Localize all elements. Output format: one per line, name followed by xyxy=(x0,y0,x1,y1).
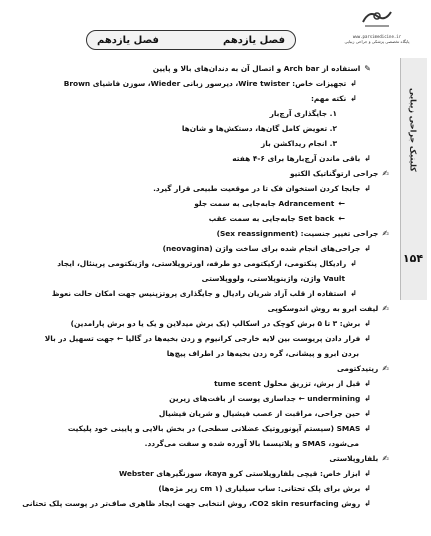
line-text: استفاده از قلب آزاد شریان رادیال و جایگذاری پروتزپنیس جهت امکان حالت نعوظ xyxy=(51,289,347,298)
text-line xyxy=(45,332,371,346)
arrow-icon: ↲ xyxy=(364,184,371,193)
chapter-title: فصل یازدهم xyxy=(223,34,285,46)
arrow-icon: ↲ xyxy=(350,259,357,268)
text-line xyxy=(337,362,389,376)
site-logo xyxy=(332,6,422,50)
text-line xyxy=(167,347,359,361)
text-line xyxy=(329,452,389,466)
line-text: می‌شود، SMAS و پلاتیسما بالا آورده شده و سفت می‌گردد. xyxy=(144,439,359,448)
text-line xyxy=(158,482,371,496)
logo-url: www.parsimedicine.ir xyxy=(352,34,402,39)
line-text: ریتیدکتومی xyxy=(336,364,379,373)
text-line xyxy=(145,437,359,451)
arrow-icon: ← xyxy=(338,214,345,223)
text-line xyxy=(57,257,357,271)
line-text: باقی ماندن آرچ‌بارها برای ۶-۴ هفته xyxy=(232,154,361,163)
chapter-header xyxy=(86,30,296,50)
line-text: Set back جابه‌جایی به سمت عقب xyxy=(208,214,335,223)
text-line xyxy=(268,302,389,316)
chapter-label: فصل یازدهم xyxy=(97,34,159,46)
line-text: Adrancement جابه‌جایی به سمت جلو xyxy=(194,199,335,208)
arrow-icon: ↲ xyxy=(364,319,371,328)
line-text: ۳. انجام ریداکشن باز xyxy=(261,139,337,148)
pen-icon: ✍ xyxy=(382,229,389,238)
line-text: undermining ← جداسازی پوست از بافت‌های زیرین xyxy=(169,394,361,403)
line-text: جراحی ارتوگناتیک الکتیو xyxy=(289,169,379,178)
pen-icon: ✍ xyxy=(382,364,389,373)
line-text: حین جراحی، مراقبت از عصب فیشیال و شریان فیشیال xyxy=(158,409,361,418)
text-line xyxy=(71,317,371,331)
arrow-icon: ↲ xyxy=(350,94,357,103)
text-line xyxy=(153,62,371,76)
text-line xyxy=(214,377,371,391)
arrow-icon: ↲ xyxy=(364,394,371,403)
arrow-icon: ↲ xyxy=(364,499,371,508)
text-line xyxy=(209,212,345,226)
page-number: ۱۵۴ xyxy=(402,252,424,265)
line-text: جراحی تغییر جنسیت: (Sex reassignment) xyxy=(216,229,379,238)
pen-icon: ✍ xyxy=(382,454,389,463)
text-line xyxy=(270,107,337,121)
text-line xyxy=(163,242,371,256)
text-line xyxy=(159,407,371,421)
line-text: Vault واژن، واژینوپلاستی، ولووپلاستی xyxy=(201,274,345,283)
arrow-icon: ↲ xyxy=(364,379,371,388)
line-text: تجهیزات خاص: Wire twister، دیرسور زبانی Wieder، سوزن فاشیای Brown xyxy=(63,79,347,88)
text-line xyxy=(217,227,389,241)
line-text: استفاده از Arch bar و اتصال آن به دندان‌های بالا و پایین xyxy=(152,64,361,73)
line-text: جابجا کردن استخوان فک تا در موقعیت طبیعی قرار گیرد. xyxy=(153,184,361,193)
text-line xyxy=(22,497,371,511)
line-text: ۲. تعویض کامل گان‌ها، دستکش‌ها و شان‌ها xyxy=(181,124,337,133)
line-text: بلفاروپلاستی xyxy=(329,454,379,463)
arrow-icon: ↲ xyxy=(350,79,357,88)
pen-icon: ✍ xyxy=(382,169,389,178)
bullet-icon: ✎ xyxy=(364,64,371,73)
text-line xyxy=(64,77,357,91)
side-label: کلینیک جراحی زیبایی xyxy=(408,88,418,172)
line-text: فرار دادن پریوست بین لایه خارجی کرانیوم و زدن بخیه‌ها در گالیا ← جهت تسهیل در بالا xyxy=(44,334,361,343)
line-text: رادیکال پنکتومی، ارکیکتومی دو طرفه، اورتروپلاستی، واژینکتومی پرینئال، ایجاد xyxy=(57,259,347,268)
text-line xyxy=(153,182,371,196)
line-text: برش برای پلک تحتانی: ساب سیلیاری (cm ۱ زیر مژه‌ها) xyxy=(158,484,361,493)
text-line xyxy=(261,137,337,151)
line-text: نکته مهم: xyxy=(310,94,347,103)
text-line xyxy=(169,392,371,406)
logo-icon xyxy=(359,6,395,30)
text-line xyxy=(119,467,371,481)
logo-caption: پایگاه تخصصی پزشکی و جراحی زیبایی xyxy=(344,39,410,44)
text-line xyxy=(52,287,357,301)
arrow-icon: ↲ xyxy=(364,424,371,433)
text-line xyxy=(182,122,337,136)
line-text: ابزار خاص: قیچی بلفاروپلاستی کرو kaya، سوزنگیرهای Webster xyxy=(118,469,361,478)
arrow-icon: ↲ xyxy=(364,334,371,343)
text-line xyxy=(194,197,345,211)
arrow-icon: ↲ xyxy=(350,289,357,298)
arrow-icon: ↲ xyxy=(364,469,371,478)
text-line xyxy=(232,152,371,166)
arrow-icon: ↲ xyxy=(364,154,371,163)
text-line xyxy=(290,167,389,181)
arrow-icon: ← xyxy=(338,199,345,208)
line-text: جراحی‌های انجام شده برای ساخت واژن (neovagina) xyxy=(162,244,361,253)
text-line xyxy=(68,422,371,436)
line-text: لیفت ابرو به روش اندوسکوپی xyxy=(267,304,379,313)
text-line xyxy=(311,92,357,106)
line-text: برش: ۳ تا ۵ برش کوچک در اسکالپ (یک برش میدلاین و یک یا دو برش پارامدین) xyxy=(70,319,361,328)
arrow-icon: ↲ xyxy=(364,244,371,253)
text-line xyxy=(202,272,345,286)
arrow-icon: ↲ xyxy=(364,484,371,493)
arrow-icon: ↲ xyxy=(364,409,371,418)
line-text: SMAS (سیستم آپونوروتیک عضلانی سطحی) در بخش بالایی و پایینی خود پلیکیت xyxy=(67,424,361,433)
line-text: قبل از برش، تزریق محلول tume scent xyxy=(214,379,361,388)
line-text: روش CO2 skin resurfacing، روش انتخابی جهت ایجاد ظاهری صاف‌تر در پوست پلک تحتانی xyxy=(22,499,361,508)
line-text: ۱. جایگذاری آرچ‌بار xyxy=(269,109,337,118)
line-text: بردن ابرو و پیشانی، گره زدن بخیه‌ها در اطراف پیچ‌ها xyxy=(166,349,359,358)
pen-icon: ✍ xyxy=(382,304,389,313)
